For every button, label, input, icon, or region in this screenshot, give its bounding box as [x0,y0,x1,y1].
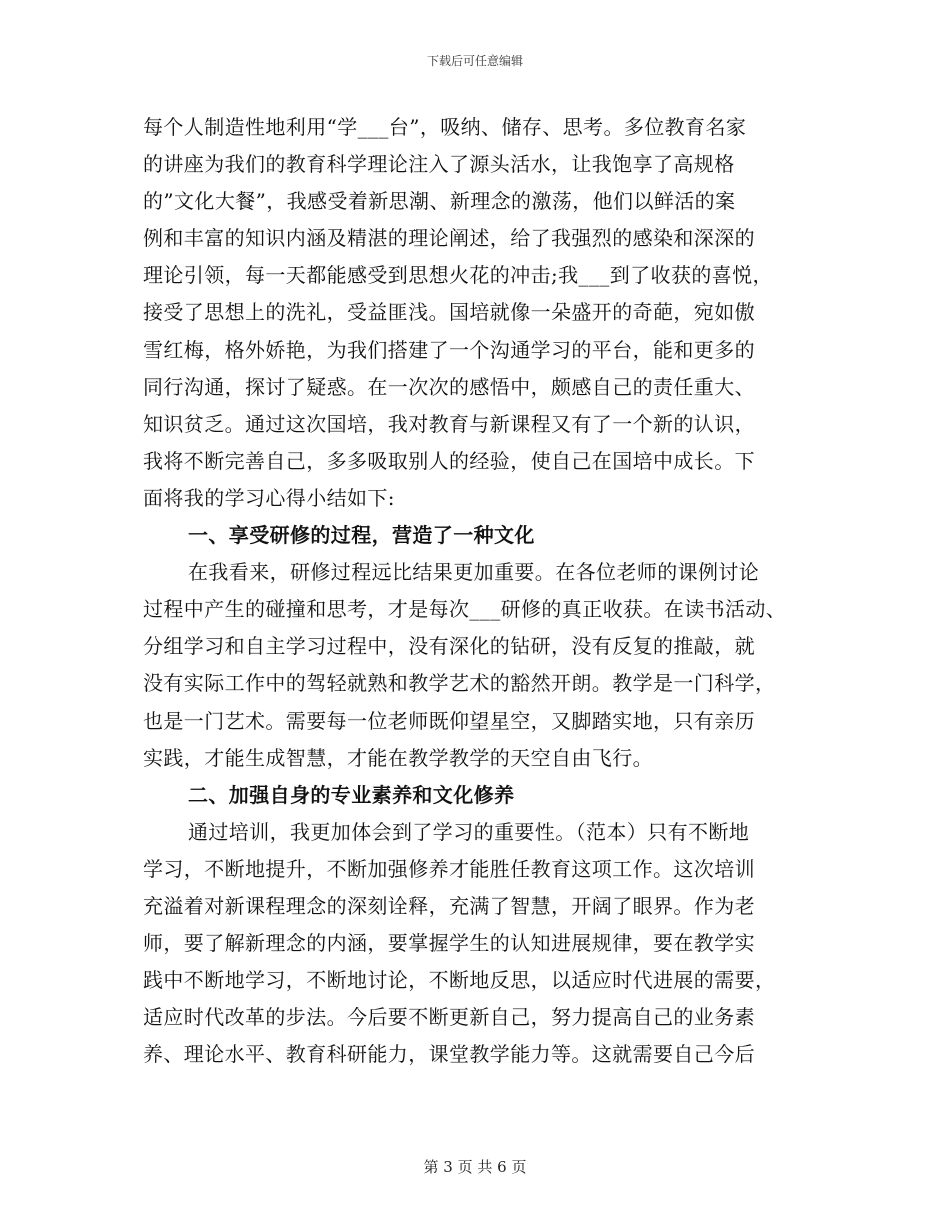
text-line: 例和丰富的知识内涵及精湛的理论阐述，给了我强烈的感染和深深的 [143,226,755,251]
page-number: 第 3 页 共 6 页 [423,1158,527,1176]
text-line: 养、理论水平、教育科研能力，课堂教学能力等。这就需要自己今后 [143,1042,755,1067]
text-line: 雪红梅，格外娇艳，为我们搭建了一个沟通学习的平台，能和更多的 [143,337,755,362]
text-line: 的”文化大餐”，我感受着新思潮、新理念的激荡，他们以鲜活的案 [143,189,736,214]
text-line: 充溢着对新课程理念的深刻诠释，充满了智慧，开阔了眼界。作为老 [143,893,755,918]
section-heading: 一、享受研修的过程，营造了一种文化 [188,523,535,548]
text-line: 在我看来，研修过程远比结果更加重要。在各位老师的课例讨论 [188,560,760,585]
text-line: 分组学习和自主学习过程中，没有深化的钻研，没有反复的推敲，就 [143,634,755,659]
text-line: 学习，不断地提升，不断加强修养才能胜任教育这项工作。这次培训 [143,856,755,881]
document-body [143,109,815,1073]
text-line: 的讲座为我们的教育科学理论注入了源头活水，让我饱享了高规格 [143,152,735,177]
text-line: 我将不断完善自己，多多吸取别人的经验，使自己在国培中成长。下 [143,448,755,473]
text-line: 每个人制造性地利用“学___台”，吸纳、储存、思考。多位教育名家 [143,115,747,139]
text-line: 师，要了解新理念的内涵，要掌握学生的认知进展规律，要在教学实 [143,931,755,956]
text-line: 实践，才能生成智慧，才能在教学教学的天空自由飞行。 [143,745,653,770]
text-line: 过程中产生的碰撞和思考，才是每次___研修的真正收获。在读书活动、 [143,597,787,622]
text-line: 同行沟通，探讨了疑惑。在一次次的感悟中，颇感自己的责任重大、 [143,374,755,399]
text-line: 适应时代改革的步法。今后要不断更新自己，努力提高自己的业务素 [143,1005,755,1030]
text-line: 也是一门艺术。需要每一位老师既仰望星空，又脚踏实地，只有亲历 [143,708,755,733]
text-line: 接受了思想上的洗礼，受益匪浅。国培就像一朵盛开的奇葩，宛如傲 [143,300,755,325]
text-line: 知识贫乏。通过这次国培，我对教育与新课程又有了一个新的认识， [143,411,755,436]
section-heading: 二、加强自身的专业素养和文化修养 [188,782,515,807]
text-line: 面将我的学习心得小结如下: [143,485,395,510]
page-header: 下载后可任意编辑 [426,54,523,68]
text-line: 通过培训，我更加体会到了学习的重要性。（范本）只有不断地 [188,819,750,844]
text-line: 理论引领，每一天都能感受到思想火花的冲击;我___到了收获的喜悦， [143,263,773,288]
text-line: 践中不断地学习，不断地讨论，不断地反思，以适应时代进展的需要， [143,968,776,993]
text-line: 没有实际工作中的驾轻就熟和教学艺术的豁然开朗。教学是一门科学， [143,671,776,696]
